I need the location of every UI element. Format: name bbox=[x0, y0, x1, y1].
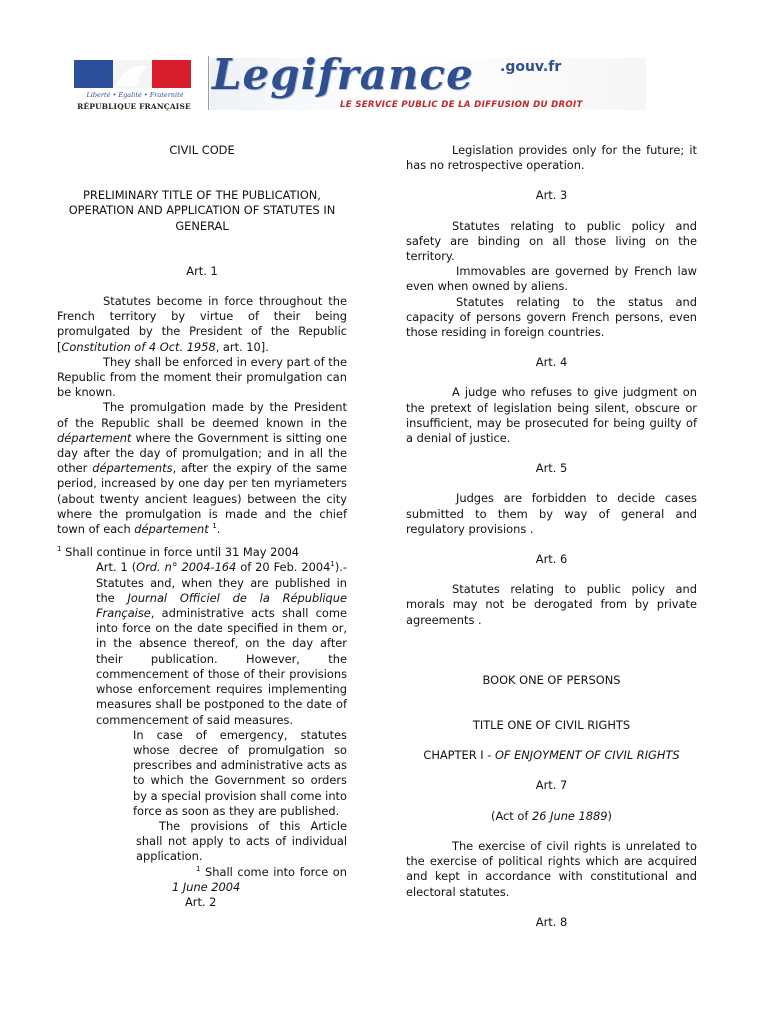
preliminary-title: PRELIMINARY TITLE OF THE PUBLICATION, OPERATION AND APPLICATION OF STATUTES IN GENERAL bbox=[68, 188, 336, 233]
art2-heading: Art. 2 bbox=[185, 894, 217, 909]
art4-heading: Art. 4 bbox=[535, 355, 568, 370]
chapter-heading: CHAPTER I - OF ENJOYMENT OF CIVIL RIGHTS bbox=[423, 748, 680, 763]
art1-paragraph-1: Statutes become in force throughout the French territory by virtue of their being promulgated by the President of the Republic [Constitution of 4 Oct. 1958, art. 10]. bbox=[57, 294, 347, 354]
art5-text: Judges are forbidden to decide cases submitted to them by way of general and regulatory provisions . bbox=[406, 491, 697, 536]
book-title: BOOK ONE OF PERSONS bbox=[482, 672, 621, 687]
art1-paragraph-2: They shall be enforced in every part of the Republic from the moment their promulgation can be known. bbox=[57, 354, 347, 400]
art3-paragraph-3: Statutes relating to the status and capacity of persons govern French persons, even those residing in foreign countries. bbox=[406, 294, 697, 340]
new-art1-block bbox=[57, 560, 347, 864]
art7-act-reference: (Act of 26 June 1889) bbox=[491, 808, 612, 823]
art3-heading: Art. 3 bbox=[535, 188, 568, 203]
republic-label: RÉPUBLIQUE FRANÇAISE bbox=[77, 102, 191, 111]
brand-tagline: LE SERVICE PUBLIC DE LA DIFFUSION DU DROIT bbox=[340, 100, 583, 110]
footnote-1: $^1$ Shall continue in force until 31 May 2004 bbox=[57, 545, 300, 560]
constitution-ref: Constitution of 4 Oct. 1958 bbox=[61, 339, 216, 354]
title-one: TITLE ONE OF CIVIL RIGHTS bbox=[472, 718, 631, 733]
art8-heading: Art. 8 bbox=[535, 914, 568, 929]
header-banner bbox=[70, 50, 650, 114]
art7-text: The exercise of civil rights is unrelated to the exercise of political rights which are acquired and kept in accordance with constitutional and electoral statutes. bbox=[406, 838, 697, 899]
left-column bbox=[57, 143, 347, 910]
art7-heading: Art. 7 bbox=[535, 778, 568, 793]
art3-paragraph-1: Statutes relating to public policy and safety are binding on all those living on the territory. bbox=[406, 218, 697, 264]
brand-domain: .gouv.fr bbox=[500, 59, 562, 75]
art1-heading: Art. 1 bbox=[186, 263, 218, 278]
art6-text: Statutes relating to public policy and morals may not be derogated from by private agreements . bbox=[406, 582, 697, 627]
header-divider bbox=[208, 56, 209, 110]
new-art1-paragraph-3: The provisions of this Article shall not apply to acts of individual application. bbox=[136, 818, 347, 864]
right-column bbox=[406, 143, 697, 930]
brand-logo-text: Legifrance bbox=[212, 50, 474, 99]
french-flag-logo bbox=[74, 60, 191, 88]
art1-paragraph-3: The promulgation made by the President of the Republic shall be deemed known in the département where the Government is sitting one day after the day of promulgation; and in all the other départements, after the expiry of the same period, increased by one day per ten myriameters (about twenty ancient leagues) between the city where the promulgation is made and the chief town of each département $^1$. bbox=[57, 400, 347, 537]
art6-heading: Art. 6 bbox=[535, 552, 568, 567]
new-art1-paragraph-2: In case of emergency, statutes whose decree of promulgation so prescribes and administrative acts as to which the Government so orders by a special provision shall come into force as soon as they are published. bbox=[133, 727, 347, 818]
art3-paragraph-2: Immovables are governed by French law even when owned by aliens. bbox=[406, 264, 697, 294]
new-art1-paragraph-1: Art. 1 (Ord. n° 2004-164 of 20 Feb. 2004$^1$).- Statutes and, when they are published in the Journal Officiel de la République Française, administrative acts shall come into force on the date specified in them or, in the absence thereof, on the day after their publication. However, the commencement of those of their provisions whose enforcement requires implementing measures shall be postponed to the date of commencement of said measures. bbox=[96, 560, 348, 727]
footnote-2: $^1$ Shall come into force on 1 June 2004 bbox=[172, 864, 347, 894]
code-title: CIVIL CODE bbox=[169, 143, 235, 157]
republic-motto: Liberté • Égalité • Fraternité bbox=[86, 91, 184, 99]
art4-text: A judge who refuses to give judgment on the pretext of legislation being silent, obscure or insufficient, may be prosecuted for being guilty of a denial of justice. bbox=[406, 385, 697, 446]
art2-text: Legislation provides only for the future; it has no retrospective operation. bbox=[406, 143, 697, 173]
art5-heading: Art. 5 bbox=[535, 461, 568, 476]
